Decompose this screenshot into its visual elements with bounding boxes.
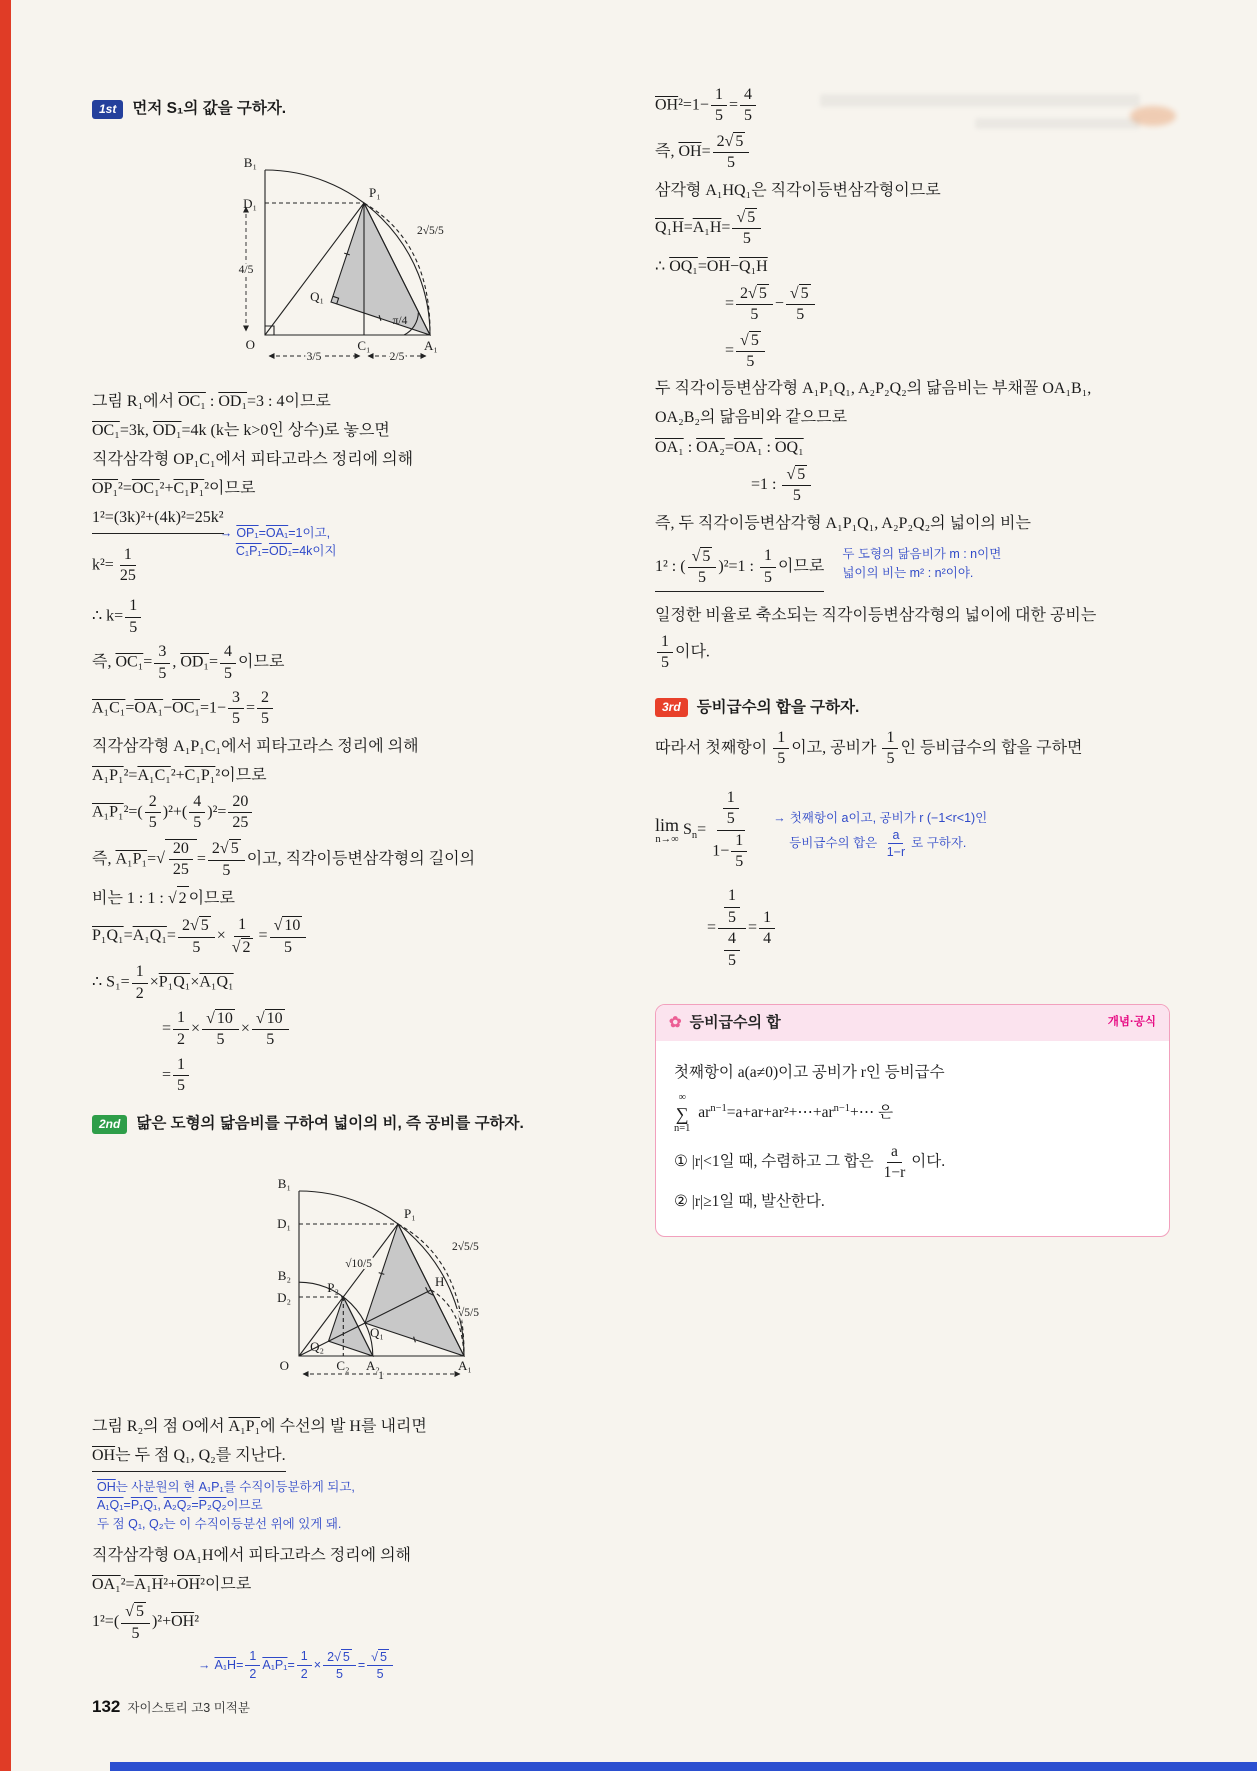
fig2-label-a2: A₂ xyxy=(366,1357,380,1373)
math-line: A₁C₁=OA₁−OC₁=1− $\frac{3}{5}$ = $\frac{2}{5}$ xyxy=(92,689,592,729)
note-text: 등비급수의 합은 $\frac{a}{1-r}$ 로 구하자. xyxy=(789,827,967,859)
book-title: 자이스토리 고3 미적분 xyxy=(127,1701,250,1715)
fig2-label-d1: D₁ xyxy=(277,1215,291,1231)
fig1-label-b1: B₁ xyxy=(243,155,257,171)
math-line: 일정한 비율로 축소되는 직각이등변삼각형의 넓이에 대한 공비는 xyxy=(655,606,1097,624)
step-3-title: 등비급수의 합을 구하자. xyxy=(696,698,860,716)
arrow-icon: → xyxy=(219,525,233,540)
fig1-label-a1: A₁ xyxy=(424,338,438,354)
fig2-label-sqrt5-5: √5/5 xyxy=(458,1306,480,1319)
fig2-label-p2: P₂ xyxy=(327,1279,339,1295)
math-line: k²= $\frac{1}{25}$ xyxy=(92,545,136,584)
note-line xyxy=(236,542,337,561)
math-line: = $\frac{2√ 5}{5}$ − $\frac{√ 5}{5}$ xyxy=(725,284,1170,325)
fig2-label-a1: A₁ xyxy=(458,1357,472,1373)
math-line: Q₁H=A₁H= $\frac{√ 5}{5}$ xyxy=(655,208,1170,249)
note-line xyxy=(97,1478,592,1497)
margin-note xyxy=(198,1649,592,1682)
concept-box-tag: 개념·공식 xyxy=(1107,1016,1156,1029)
math-line: $OA_1^2=A_1H^2+\overline{OH}^2$이므로 xyxy=(92,1575,252,1593)
fig1-label-p1: P₁ xyxy=(369,185,381,201)
fig2-label-d2: D₂ xyxy=(277,1289,291,1305)
fig1-label-3-5: 3/5 xyxy=(306,351,322,364)
math-line: ∴ S₁= $\frac{1}{2}$ ×P₁Q₁×A₁Q₁ xyxy=(92,963,234,1002)
step-1-badge: 1st xyxy=(92,100,123,119)
math-line: = $\frac{√ 5}{5}$ xyxy=(725,331,1170,372)
page-number: 132 xyxy=(92,1697,121,1716)
math-line: = $\frac{\frac{1}{5}}{\frac{4}{5}}$ = $\frac{1}{4}$ xyxy=(707,887,1170,970)
note-line xyxy=(97,1496,592,1515)
concept-box-title: 등비급수의 합 xyxy=(689,1013,781,1031)
fig2-label-hyp: 2√5/5 xyxy=(452,1240,479,1253)
concept-box xyxy=(655,1004,1170,1237)
step-1-title: 먼저 S₁의 값을 구하자. xyxy=(132,100,287,117)
fig1-label-hyp: 2√5/5 xyxy=(417,225,444,238)
step-3-badge: 3rd xyxy=(655,698,688,717)
margin-note xyxy=(773,809,987,860)
fig1-label-2-5: 2/5 xyxy=(389,351,405,364)
concept-box-body xyxy=(656,1041,1169,1237)
math-line: A₁P₁²=( $\frac{2}{5}$ )²+( $\frac{4}{5}$ )²= $\frac{20}{25}$ xyxy=(92,793,592,833)
math-line: P₁Q₁=A₁Q₁= $\frac{2√ 5}{5}$ × $\frac{1}{√ 2}$ = $\frac{√ 10}{5}$ xyxy=(92,916,592,957)
line-with-annotation xyxy=(655,541,1170,598)
math-line: 그림 R₁에서 OC₁ : OD₁=3 : 4이므로 xyxy=(92,392,331,410)
line-with-annotation xyxy=(92,525,592,592)
fig2-label-sqrt10-5: √10/5 xyxy=(345,1257,372,1270)
page-edge-blue-strip xyxy=(110,1762,1257,1771)
note-line xyxy=(789,828,987,860)
math-line: 직각삼각형 OA₁H에서 피타고라스 정리에 의해 xyxy=(92,1546,411,1564)
step-2-header xyxy=(92,1113,592,1135)
math-line xyxy=(655,547,824,592)
underlined-expression: 1²=(3k)²+(4k)²=25k² xyxy=(92,506,224,533)
math-line: 두 직각이등변삼각형 A₁P₁Q₁, A₂P₂Q₂의 닮음비는 부채꼴 OA₁B₁, xyxy=(655,380,1092,398)
line-with-annotation xyxy=(655,775,1170,878)
math-line: A₁P₁²=A₁C₁²+C₁P₁²이므로 xyxy=(92,766,267,784)
math-line: OA₁ : OA₂=OA₁ : OQ₁ xyxy=(655,438,804,456)
right-column xyxy=(655,80,1170,1237)
left-column xyxy=(92,94,592,1690)
arrow-icon: → xyxy=(773,810,786,825)
margin-note xyxy=(842,545,1001,583)
math-line: ∴ $OQ_1=\overline{OH}-Q_1H$ xyxy=(655,257,768,275)
note-text: OP₁=OA₁=1이고, xyxy=(236,525,331,540)
flower-icon: ✿ xyxy=(669,1013,682,1031)
underlined-expression: $\overline{OH}$는 두 점 Q₁, Q₂를 지난다. xyxy=(92,1444,286,1471)
figure-r2 xyxy=(244,1146,592,1403)
math-line: $\overline{OH}^2=1-$ $\frac{1}{5}$ = $\frac{4}{5}$ xyxy=(655,86,1170,126)
math-line: = $\frac{1}{5}$ xyxy=(162,1056,592,1096)
note-text: 첫째항이 a이고, 공비가 r (−1<r<1)인 xyxy=(789,810,988,825)
math-line: OP₁²=OC₁²+C₁P₁²이므로 xyxy=(92,480,256,498)
shaded-triangle-small xyxy=(329,1297,373,1356)
concept-box-header xyxy=(656,1005,1169,1041)
figure-r1-svg xyxy=(210,130,520,368)
math-line: lim n→∞ $S_n=$ $\frac{1}{5}$ 1− $\frac{1}{5}$ xyxy=(655,789,755,872)
shaded-triangle xyxy=(331,203,430,335)
math-line: 즉, OC₁= $\frac{3}{5}$ , OD₁= $\frac{4}{5}$ 이므로 xyxy=(92,643,285,682)
step-3-header xyxy=(655,697,1170,719)
math-line: OA₂B₂의 닮음비와 같으므로 xyxy=(655,409,848,427)
note-text: 두 도형의 닮음비가 m : n이면 xyxy=(842,546,1002,561)
fig2-label-c2: C₂ xyxy=(336,1357,350,1373)
note-text: A₁Q₁=P₁Q₁, A₂Q₂=P₂Q₂이므로 xyxy=(97,1498,263,1513)
math-line: 직각삼각형 A₁P₁C₁에서 피타고라스 정리에 의해 xyxy=(92,737,419,755)
math-line: OC₁=3k, OD₁=4k (k는 k>0인 상수)로 놓으면 xyxy=(92,421,390,439)
fig1-label-c1: C₁ xyxy=(357,338,371,354)
note-line xyxy=(97,1515,592,1534)
margin-note xyxy=(220,524,337,562)
fig1-label-4-5: 4/5 xyxy=(238,264,254,277)
note-text: 두 점 Q₁, Q₂는 이 수직이등분선 위에 있게 돼. xyxy=(97,1517,342,1531)
fig2-label-q1: Q₁ xyxy=(370,1324,384,1340)
fig2-label-b1: B₁ xyxy=(277,1175,291,1191)
note-text: A₁H= $\frac{1}{2}$ A₁P₁= $\frac{1}{2}$ × $\frac{2√ 5}{5}$ = $\frac{√ 5}{5}$ xyxy=(215,1658,395,1672)
step-2-title: 닮은 도형의 닮음비를 구하여 넓이의 비, 즉 공비를 구하자. xyxy=(136,1115,524,1133)
fig1-label-o: O xyxy=(245,337,255,353)
note-text: $\overline{OH}$는 사분원의 현 A₁P₁를 수직이등분하게 되고, xyxy=(97,1479,355,1494)
note-line xyxy=(842,564,1001,583)
note-line xyxy=(773,809,987,828)
margin-note xyxy=(97,1478,592,1534)
math-line: 비는 1 : 1 : √ 2 이므로 xyxy=(92,886,592,910)
fig1-label-q1: Q₁ xyxy=(310,289,324,305)
fig2-label-o: O xyxy=(279,1357,289,1373)
math-line: 그림 R₂의 점 O에서 A₁P₁에 수선의 발 H를 내리면 xyxy=(92,1418,427,1436)
figure-r1 xyxy=(210,130,592,375)
fig2-label-h: H xyxy=(435,1273,445,1289)
math-line: $\frac{1}{5}$ 이다. xyxy=(655,633,1170,673)
math-line: 1²=( $\frac{√ 5}{5}$ )$^2+\overline{OH}^2$ xyxy=(92,1603,199,1642)
fig2-label-b2: B₂ xyxy=(277,1267,291,1283)
note-text: C₁P₁=OD₁=4k이지 xyxy=(235,544,337,559)
note-line xyxy=(220,524,337,543)
math-line: =1 : $\frac{√ 5}{5}$ xyxy=(751,465,1170,506)
page-footer xyxy=(92,1697,250,1717)
fig2-label-q2: Q₂ xyxy=(310,1338,324,1354)
math-line: 즉, A₁P₁=√ $\frac{20}{25}$ = $\frac{2√ 5}{5}$ 이고, 직각이등변삼각형의 길이의 xyxy=(92,839,476,879)
step-1-header xyxy=(92,98,592,120)
math-line: = $\frac{1}{2}$ × $\frac{√ 10}{5}$ × $\frac{√ 10}{5}$ xyxy=(162,1009,592,1050)
fig1-label-d1: D₁ xyxy=(243,196,257,212)
math-line: 직각삼각형 OP₁C₁에서 피타고라스 정리에 의해 xyxy=(92,451,414,469)
math-line: ∴ k= $\frac{1}{5}$ xyxy=(92,597,592,637)
math-line: 따라서 첫째항이 $\frac{1}{5}$ 이고, 공비가 $\frac{1}{5}$ 인 등비급수의 합을 구하면 xyxy=(655,729,1083,768)
math-line: 즉, 두 직각이등변삼각형 A₁P₁Q₁, A₂P₂Q₂의 넓이의 비는 xyxy=(655,514,1031,532)
note-line xyxy=(198,1649,592,1682)
note-text: 넓이의 비는 m² : n²이야. xyxy=(842,565,974,580)
page-edge-red-strip xyxy=(0,0,11,1771)
concept-line: 첫째항이 a(a≠0)이고 공비가 r인 등비급수 xyxy=(674,1063,945,1081)
underlined-expression: 1² : ( $\frac{√ 5}{5}$ )²=1 : $\frac{1}{5}$ 이므로 xyxy=(655,547,824,592)
math-line: 삼각형 A₁HQ₁은 직각이등변삼각형이므로 xyxy=(655,181,941,199)
arrow-icon: → xyxy=(198,1657,211,1672)
step-2-badge: 2nd xyxy=(92,1115,127,1134)
figure-r2-svg xyxy=(244,1146,554,1396)
math-line xyxy=(92,506,592,533)
fig1-label-angle: π/4 xyxy=(392,315,408,328)
concept-line: ② |r|≥1일 때, 발산한다. xyxy=(674,1192,825,1210)
fig2-label-1: 1 xyxy=(378,1369,384,1382)
math-line: 즉, $\overline{OH}=$ $\frac{2√ 5}{5}$ xyxy=(655,132,1170,173)
concept-line: ∞ ∑ n=1 $ar^{n-1}=a+ar+ar^2+\cdots+ar^{n-1}+\cdots$ 은 xyxy=(674,1092,894,1134)
fig2-label-p1: P₁ xyxy=(404,1205,416,1221)
concept-line: ① |r|<1일 때, 수렴하고 그 합은 $\frac{a}{1-r}$ 이다. xyxy=(674,1143,946,1181)
note-line xyxy=(842,545,1001,564)
math-line xyxy=(92,1444,592,1471)
